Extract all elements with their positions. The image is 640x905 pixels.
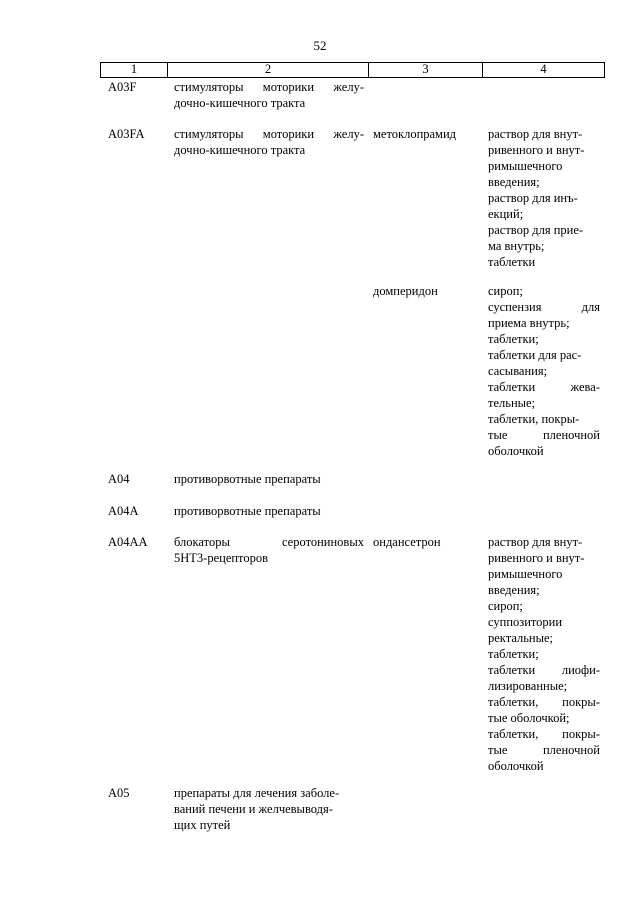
form-line: сироп;: [488, 284, 523, 298]
page-number: 52: [313, 38, 327, 53]
group-line: противорвотные препараты: [174, 472, 321, 486]
group-name: [174, 503, 364, 519]
group-line: 5HT3-рецепторов: [174, 551, 269, 565]
drug-name: метоклопрамид: [373, 127, 457, 141]
form-line: введения;: [488, 583, 540, 597]
form-line: тые пленочной: [488, 428, 600, 442]
atc-code: A04: [108, 472, 130, 486]
group-name: [174, 79, 364, 111]
form-line: таблетки для рас-: [488, 348, 582, 362]
form-line: оболочкой: [488, 444, 544, 458]
column-header-1: 1: [100, 63, 167, 77]
group-line: ваний печени и желчевыводя-: [174, 802, 333, 816]
form-line: введения;: [488, 175, 540, 189]
column-header-4: 4: [482, 63, 605, 77]
group-line: дочно-кишечного тракта: [174, 143, 306, 157]
form-line: ректальные;: [488, 631, 554, 645]
form-line: тельные;: [488, 396, 536, 410]
group-name: [174, 534, 364, 566]
form-line: сироп;: [488, 599, 523, 613]
group-line: противорвотные препараты: [174, 504, 321, 518]
form-line: таблетки, покры-: [488, 412, 580, 426]
atc-code: A04A: [108, 504, 139, 518]
group-line: дочно-кишечного тракта: [174, 96, 306, 110]
form-line: лизированные;: [488, 679, 568, 693]
form-line: ривенного и внут-: [488, 143, 585, 157]
atc-code: A03FA: [108, 127, 145, 141]
form-line: таблетки, покры-: [488, 695, 600, 709]
form-line: ривенного и внут-: [488, 551, 585, 565]
form-line: екций;: [488, 207, 524, 221]
form-line: таблетки;: [488, 647, 539, 661]
table-header: [100, 62, 605, 78]
form-line: римышечного: [488, 567, 563, 581]
column-header-3: 3: [368, 63, 482, 77]
form-line: приема внутрь;: [488, 316, 570, 330]
group-line: щих путей: [174, 818, 231, 832]
dosage-forms: [488, 534, 600, 774]
group-line: препараты для лечения заболе-: [174, 786, 340, 800]
drug-name: домперидон: [373, 284, 438, 298]
form-line: римышечного: [488, 159, 563, 173]
group-name: [174, 471, 364, 487]
form-line: таблетки: [488, 255, 536, 269]
form-line: тые пленочной: [488, 743, 600, 757]
dosage-forms: [488, 283, 600, 459]
form-line: таблетки;: [488, 332, 539, 346]
form-line: ма внутрь;: [488, 239, 545, 253]
form-line: суппозитории: [488, 615, 563, 629]
dosage-forms: [488, 126, 600, 270]
form-line: таблетки, покры-: [488, 727, 600, 741]
form-line: раствор для внут-: [488, 127, 583, 141]
form-line: таблетки жева-: [488, 380, 600, 394]
form-line: оболочкой: [488, 759, 544, 773]
form-line: раствор для внут-: [488, 535, 583, 549]
atc-code: A03F: [108, 80, 137, 94]
form-line: таблетки лиофи-: [488, 663, 600, 677]
form-line: суспензия для: [488, 300, 600, 314]
form-line: раствор для инъ-: [488, 191, 578, 205]
form-line: раствор для прие-: [488, 223, 584, 237]
atc-code: A04AA: [108, 535, 148, 549]
form-line: тые оболочкой;: [488, 711, 570, 725]
group-name: [174, 126, 364, 158]
group-name: [174, 785, 364, 833]
column-header-2: 2: [167, 63, 368, 77]
group-line: блокаторы серотониновых: [174, 535, 364, 549]
group-line: стимуляторы моторики желу-: [174, 127, 364, 141]
form-line: сасывания;: [488, 364, 548, 378]
drug-name: ондансетрон: [373, 535, 441, 549]
group-line: стимуляторы моторики желу-: [174, 80, 364, 94]
atc-code: A05: [108, 786, 130, 800]
